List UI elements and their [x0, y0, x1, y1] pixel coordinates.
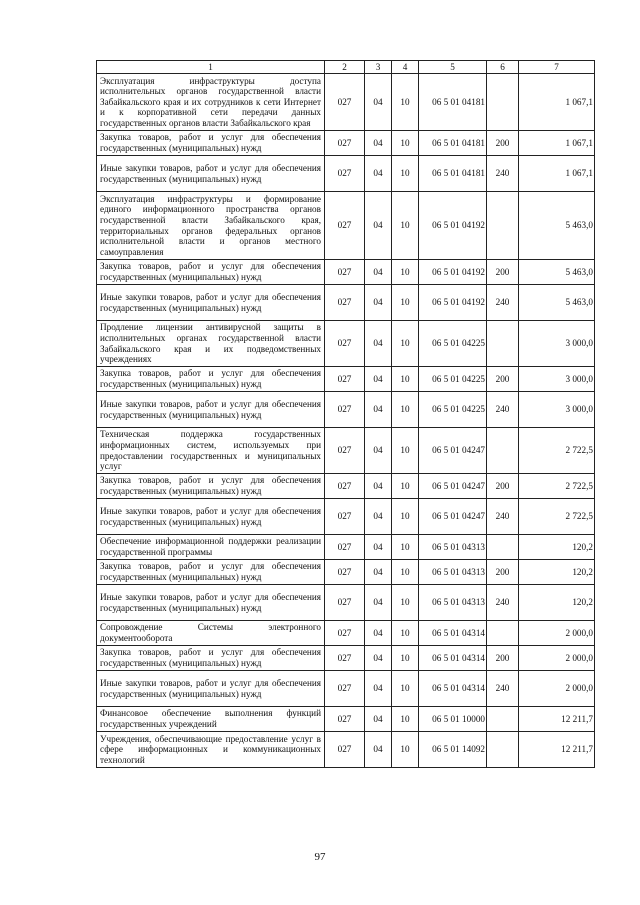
row-amount-cell: 120,2	[519, 535, 595, 560]
table-body	[97, 61, 595, 768]
row-section-cell: 04	[365, 285, 392, 321]
table-row	[97, 285, 595, 321]
row-expense-type-cell: 240	[487, 585, 519, 621]
table-row	[97, 474, 595, 499]
table-row	[97, 428, 595, 474]
row-subsection-cell: 10	[392, 367, 419, 392]
row-subsection-cell: 10	[392, 499, 419, 535]
row-name-cell: Иные закупки товаров, работ и услуг для обеспечения государственных (муниципальных) нужд	[97, 585, 325, 621]
row-section-cell: 04	[365, 499, 392, 535]
row-name-cell: Закупка товаров, работ и услуг для обеспечения государственных (муниципальных) нужд	[97, 474, 325, 499]
budget-table	[96, 60, 595, 768]
row-target-article-cell: 06 5 01 04247	[419, 474, 487, 499]
row-subsection-cell: 10	[392, 285, 419, 321]
row-subsection-cell: 10	[392, 732, 419, 768]
row-name-cell: Иные закупки товаров, работ и услуг для обеспечения государственных (муниципальных) нужд	[97, 156, 325, 192]
row-section-cell: 04	[365, 535, 392, 560]
row-section-cell: 04	[365, 74, 392, 131]
row-section-cell: 04	[365, 560, 392, 585]
budget-table-container	[96, 60, 594, 768]
row-admin-code-cell: 027	[325, 321, 365, 367]
row-admin-code-cell: 027	[325, 260, 365, 285]
row-subsection-cell: 10	[392, 260, 419, 285]
table-row	[97, 499, 595, 535]
table-row	[97, 671, 595, 707]
row-expense-type-cell: 200	[487, 367, 519, 392]
row-section-cell: 04	[365, 474, 392, 499]
row-section-cell: 04	[365, 260, 392, 285]
row-target-article-cell: 06 5 01 04192	[419, 260, 487, 285]
row-admin-code-cell: 027	[325, 367, 365, 392]
row-expense-type-cell: 240	[487, 392, 519, 428]
row-section-cell: 04	[365, 367, 392, 392]
row-amount-cell: 1 067,1	[519, 131, 595, 156]
table-row	[97, 560, 595, 585]
row-amount-cell: 120,2	[519, 560, 595, 585]
row-target-article-cell: 06 5 01 04225	[419, 367, 487, 392]
row-target-article-cell: 06 5 01 04181	[419, 156, 487, 192]
header-cell-5: 5	[419, 61, 487, 74]
row-amount-cell: 3 000,0	[519, 392, 595, 428]
row-name-cell: Финансовое обеспечение выполнения функций государственных учреждений	[97, 707, 325, 732]
row-amount-cell: 2 000,0	[519, 646, 595, 671]
row-expense-type-cell: 240	[487, 156, 519, 192]
row-expense-type-cell	[487, 707, 519, 732]
row-subsection-cell: 10	[392, 131, 419, 156]
row-admin-code-cell: 027	[325, 474, 365, 499]
row-name-cell: Иные закупки товаров, работ и услуг для обеспечения государственных (муниципальных) нужд	[97, 285, 325, 321]
row-target-article-cell: 06 5 01 04314	[419, 646, 487, 671]
table-row	[97, 585, 595, 621]
row-expense-type-cell: 200	[487, 560, 519, 585]
row-section-cell: 04	[365, 192, 392, 260]
table-row	[97, 621, 595, 646]
row-admin-code-cell: 027	[325, 131, 365, 156]
row-amount-cell: 5 463,0	[519, 192, 595, 260]
header-row	[97, 61, 595, 74]
row-admin-code-cell: 027	[325, 621, 365, 646]
row-target-article-cell: 06 5 01 04314	[419, 621, 487, 646]
row-amount-cell: 2 722,5	[519, 474, 595, 499]
row-target-article-cell: 06 5 01 04313	[419, 535, 487, 560]
row-expense-type-cell: 240	[487, 499, 519, 535]
row-amount-cell: 2 722,5	[519, 428, 595, 474]
row-expense-type-cell: 200	[487, 260, 519, 285]
header-cell-1: 1	[97, 61, 325, 74]
row-subsection-cell: 10	[392, 392, 419, 428]
table-row	[97, 367, 595, 392]
row-target-article-cell: 06 5 01 04314	[419, 671, 487, 707]
row-name-cell: Закупка товаров, работ и услуг для обеспечения государственных (муниципальных) нужд	[97, 367, 325, 392]
row-section-cell: 04	[365, 156, 392, 192]
row-admin-code-cell: 027	[325, 732, 365, 768]
table-row	[97, 535, 595, 560]
row-target-article-cell: 06 5 01 14092	[419, 732, 487, 768]
row-section-cell: 04	[365, 707, 392, 732]
row-subsection-cell: 10	[392, 646, 419, 671]
row-section-cell: 04	[365, 671, 392, 707]
row-expense-type-cell	[487, 192, 519, 260]
row-admin-code-cell: 027	[325, 392, 365, 428]
row-admin-code-cell: 027	[325, 585, 365, 621]
row-expense-type-cell	[487, 74, 519, 131]
row-target-article-cell: 06 5 01 04313	[419, 560, 487, 585]
header-cell-2: 2	[325, 61, 365, 74]
table-row	[97, 392, 595, 428]
row-expense-type-cell: 200	[487, 474, 519, 499]
row-section-cell: 04	[365, 621, 392, 646]
row-subsection-cell: 10	[392, 74, 419, 131]
row-section-cell: 04	[365, 585, 392, 621]
table-row	[97, 707, 595, 732]
row-name-cell: Закупка товаров, работ и услуг для обеспечения государственных (муниципальных) нужд	[97, 131, 325, 156]
row-admin-code-cell: 027	[325, 192, 365, 260]
row-amount-cell: 2 000,0	[519, 671, 595, 707]
row-subsection-cell: 10	[392, 156, 419, 192]
row-amount-cell: 2 722,5	[519, 499, 595, 535]
table-row	[97, 732, 595, 768]
row-expense-type-cell	[487, 428, 519, 474]
row-target-article-cell: 06 5 01 04247	[419, 428, 487, 474]
row-amount-cell: 5 463,0	[519, 285, 595, 321]
row-name-cell: Иные закупки товаров, работ и услуг для обеспечения государственных (муниципальных) нужд	[97, 499, 325, 535]
row-subsection-cell: 10	[392, 428, 419, 474]
row-expense-type-cell: 240	[487, 671, 519, 707]
row-subsection-cell: 10	[392, 671, 419, 707]
table-row	[97, 321, 595, 367]
row-name-cell: Иные закупки товаров, работ и услуг для обеспечения государственных (муниципальных) нужд	[97, 392, 325, 428]
row-subsection-cell: 10	[392, 585, 419, 621]
header-cell-3: 3	[365, 61, 392, 74]
row-expense-type-cell	[487, 535, 519, 560]
row-section-cell: 04	[365, 428, 392, 474]
row-name-cell: Техническая поддержка государственных информационных систем, используемых при предоставлении государственных и муниципальных услуг	[97, 428, 325, 474]
row-section-cell: 04	[365, 131, 392, 156]
row-admin-code-cell: 027	[325, 707, 365, 732]
row-name-cell: Закупка товаров, работ и услуг для обеспечения государственных (муниципальных) нужд	[97, 646, 325, 671]
row-section-cell: 04	[365, 732, 392, 768]
row-target-article-cell: 06 5 01 04192	[419, 285, 487, 321]
row-amount-cell: 1 067,1	[519, 156, 595, 192]
row-admin-code-cell: 027	[325, 428, 365, 474]
row-name-cell: Учреждения, обеспечивающие предоставление услуг в сфере информационных и коммуникационных технологий	[97, 732, 325, 768]
row-subsection-cell: 10	[392, 321, 419, 367]
row-name-cell: Сопровождение Системы электронного документооборота	[97, 621, 325, 646]
row-admin-code-cell: 027	[325, 156, 365, 192]
row-section-cell: 04	[365, 646, 392, 671]
row-name-cell: Закупка товаров, работ и услуг для обеспечения государственных (муниципальных) нужд	[97, 260, 325, 285]
row-amount-cell: 3 000,0	[519, 321, 595, 367]
row-admin-code-cell: 027	[325, 646, 365, 671]
row-target-article-cell: 06 5 01 04225	[419, 321, 487, 367]
page-number: 97	[314, 851, 326, 863]
row-subsection-cell: 10	[392, 474, 419, 499]
table-row	[97, 260, 595, 285]
row-admin-code-cell: 027	[325, 535, 365, 560]
table-row	[97, 74, 595, 131]
row-target-article-cell: 06 5 01 10000	[419, 707, 487, 732]
row-amount-cell: 5 463,0	[519, 260, 595, 285]
row-target-article-cell: 06 5 01 04247	[419, 499, 487, 535]
row-target-article-cell: 06 5 01 04225	[419, 392, 487, 428]
row-target-article-cell: 06 5 01 04181	[419, 74, 487, 131]
header-cell-6: 6	[487, 61, 519, 74]
row-name-cell: Эксплуатация инфраструктуры и формирование единого информационного пространства органов государственной власти Забайкальского края, территориальных органов федеральных органов исполнительной власти и органов местного самоуправления	[97, 192, 325, 260]
row-admin-code-cell: 027	[325, 560, 365, 585]
row-name-cell: Продление лицензии антивирусной защиты в исполнительных органах государственной власти Забайкальского края и их подведомственных учреждениях	[97, 321, 325, 367]
header-cell-7: 7	[519, 61, 595, 74]
row-amount-cell: 12 211,7	[519, 707, 595, 732]
row-admin-code-cell: 027	[325, 74, 365, 131]
row-subsection-cell: 10	[392, 621, 419, 646]
row-expense-type-cell	[487, 621, 519, 646]
row-expense-type-cell: 240	[487, 285, 519, 321]
row-name-cell: Иные закупки товаров, работ и услуг для обеспечения государственных (муниципальных) нужд	[97, 671, 325, 707]
row-expense-type-cell: 200	[487, 131, 519, 156]
row-subsection-cell: 10	[392, 560, 419, 585]
row-expense-type-cell	[487, 321, 519, 367]
row-admin-code-cell: 027	[325, 285, 365, 321]
row-amount-cell: 120,2	[519, 585, 595, 621]
row-section-cell: 04	[365, 392, 392, 428]
row-name-cell: Закупка товаров, работ и услуг для обеспечения государственных (муниципальных) нужд	[97, 560, 325, 585]
row-target-article-cell: 06 5 01 04313	[419, 585, 487, 621]
row-subsection-cell: 10	[392, 535, 419, 560]
table-row	[97, 192, 595, 260]
row-name-cell: Обеспечение информационной поддержки реализации государственной программы	[97, 535, 325, 560]
row-admin-code-cell: 027	[325, 499, 365, 535]
table-row	[97, 156, 595, 192]
row-name-cell: Эксплуатация инфраструктуры доступа исполнительных органов государственной власти Забайкальского края и их сотрудников к сети Интернет и к корпоративной сети передачи данных государственных органов власти Забайкальского края	[97, 74, 325, 131]
row-expense-type-cell	[487, 732, 519, 768]
row-amount-cell: 12 211,7	[519, 732, 595, 768]
row-admin-code-cell: 027	[325, 671, 365, 707]
row-target-article-cell: 06 5 01 04181	[419, 131, 487, 156]
row-subsection-cell: 10	[392, 192, 419, 260]
row-amount-cell: 1 067,1	[519, 74, 595, 131]
table-row	[97, 646, 595, 671]
table-row	[97, 131, 595, 156]
row-section-cell: 04	[365, 321, 392, 367]
row-amount-cell: 2 000,0	[519, 621, 595, 646]
row-subsection-cell: 10	[392, 707, 419, 732]
row-expense-type-cell: 200	[487, 646, 519, 671]
row-amount-cell: 3 000,0	[519, 367, 595, 392]
header-cell-4: 4	[392, 61, 419, 74]
row-target-article-cell: 06 5 01 04192	[419, 192, 487, 260]
